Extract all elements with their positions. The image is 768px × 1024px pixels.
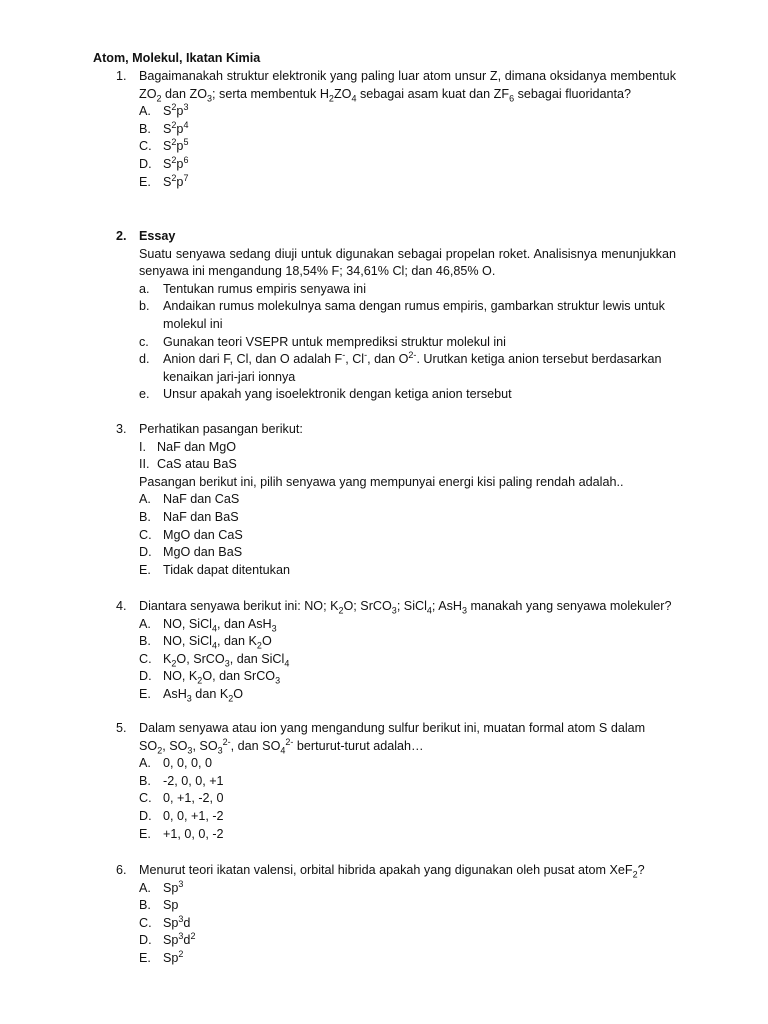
- option-c: C. 0, +1, -2, 0: [139, 791, 224, 806]
- pair-item: I. NaF dan MgO: [139, 439, 237, 454]
- pair-item: II. CaS atau BaS: [139, 457, 237, 472]
- option-a: A. $S^2p^3$: [139, 102, 189, 119]
- question-text: Bagaimanakah struktur elektronik yang paling luar atom unsur Z, dimana oksidanya membentuk $ZO_2$ dan $ZO_3$; serta membentuk $H_2ZO_4$ sebagai asam kuat dan $ZF_6$ sebagai fluoridanta?: [139, 69, 676, 104]
- page-title: Atom, Molekul, Ikatan Kimia: [93, 51, 261, 65]
- essay-item-c: c. Gunakan teori VSEPR untuk memprediksi struktur molekul ini: [139, 334, 506, 349]
- essay-item-e: e. Unsur apakah yang isoelektronik dengan ketiga anion tersebut: [139, 387, 512, 402]
- question-text: Menurut teori ikatan valensi, orbital hibrida apakah yang digunakan oleh pusat atom XeF$_2$?: [139, 863, 645, 880]
- option-e: E. $S^2p^7$: [139, 172, 189, 189]
- option-d: D. $S^2p^6$: [139, 154, 189, 171]
- question-2: [116, 228, 676, 404]
- essay-item-d: d. Anion dari F, Cl, dan O adalah F-, Cl-, dan $O^{2-}$. Urutkan ketiga anion tersebut berdasarkan kenaikan jari-jari ionnya: [139, 349, 662, 384]
- question-text: Perhatikan pasangan berikut:: [139, 422, 303, 436]
- question-6: [116, 862, 676, 968]
- option-a: A. 0, 0, 0, 0: [139, 756, 213, 771]
- option-b: B. NaF dan BaS: [139, 509, 239, 524]
- essay-item-a: a. Tentukan rumus empiris senyawa ini: [139, 281, 366, 296]
- option-d: D. NO, $K_2O$, dan SrCO$_3$: [139, 669, 281, 686]
- option-e: E. +1, 0, 0, -2: [139, 826, 224, 841]
- option-e: E. AsH$_3$ dan $K_2O$: [139, 686, 244, 704]
- option-c: C. $K_2O$, SrCO$_3$, dan SiCl$_4$: [139, 651, 290, 669]
- question-5: [116, 720, 676, 843]
- question-text: Dalam senyawa atau ion yang mengandung sulfur berikut ini, muatan formal atom S dalam $SO_2$, $SO_3$, $SO_3^{2-}$, dan $SO_4^{2-}$ berturut-turut adalah…: [139, 721, 646, 756]
- option-d: D. $Sp^3d^2$: [139, 931, 196, 948]
- question-4: [116, 598, 676, 704]
- question-text: Diantara senyawa berikut ini: NO; $K_2O$; SrCO$_3$; SiCl$_4$; AsH$_3$ manakah yang senyawa molekuler?: [139, 599, 672, 616]
- option-a: A. Sp$^3$: [139, 878, 184, 895]
- option-a: A. NO, SiCl$_4$, dan AsH$_3$: [139, 616, 277, 634]
- option-c: C. $S^2p^5$: [139, 137, 189, 154]
- question-number: 2.: [116, 229, 127, 243]
- option-b: B. $S^2p^4$: [139, 119, 189, 136]
- option-c: C. Sp$^3$d: [139, 913, 191, 930]
- option-e: E. Sp$^2$: [139, 948, 184, 965]
- question-number: 4.: [116, 599, 127, 613]
- option-c: C. MgO dan CaS: [139, 527, 243, 542]
- option-a: A. NaF dan CaS: [139, 492, 240, 507]
- question-number: 3.: [116, 422, 127, 436]
- option-b: B. -2, 0, 0, +1: [139, 773, 224, 788]
- question-text: Suatu senyawa sedang diuji untuk digunakan sebagai propelan roket. Analisisnya menunjukkan senyawa ini mengandung 18,54% F; 34,61% Cl; dan 46,85% O.: [139, 246, 676, 279]
- option-d: D. 0, 0, +1, -2: [139, 808, 224, 823]
- option-e: E. Tidak dapat ditentukan: [139, 562, 290, 577]
- option-b: B. Sp: [139, 898, 179, 913]
- essay-item-b: b. Andaikan rumus molekulnya sama dengan rumus empiris, gambarkan struktur lewis untuk molekul ini: [139, 299, 665, 331]
- question-number: 5.: [116, 721, 127, 735]
- question-1: [116, 68, 676, 191]
- question-3: [116, 421, 676, 579]
- question-text: Pasangan berikut ini, pilih senyawa yang mempunyai energi kisi paling rendah adalah..: [139, 474, 624, 489]
- question-number: 6.: [116, 863, 127, 877]
- option-b: B. NO, SiCl$_4$, dan $K_2O$: [139, 634, 272, 651]
- question-number: 1.: [116, 69, 127, 83]
- option-d: D. MgO dan BaS: [139, 545, 243, 560]
- essay-heading: Essay: [139, 229, 176, 243]
